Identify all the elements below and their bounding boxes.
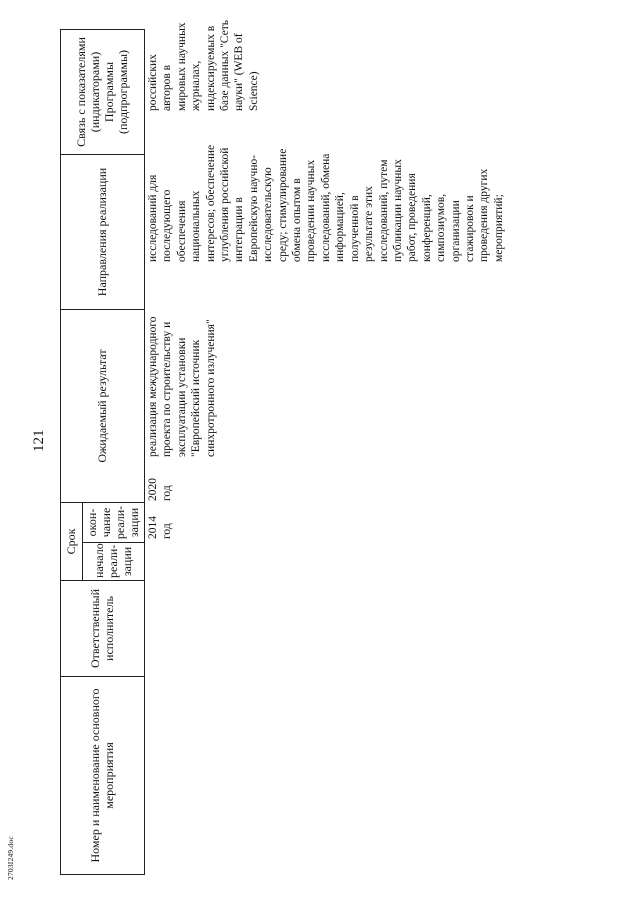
cell-start: 2014 год [147,516,174,539]
measures-table [60,29,145,875]
cell-directions: исследований для последующего обеспечения национальных интересов; обеспечение углубления российской интеграции в Европейскую научно-исследовательскую среду; стимулирование обмена опытом в проведении научных исследований, обмена информацией, полученной в результате этих исследований, путем публикации научных работ, проведения конференций, симпозиумов, организации стажировок и проведения других мероприятий; [147,144,505,262]
document-id: 2703I249.doc [6,836,15,880]
header-measure: Номер и наименование основного мероприятия [61,677,145,875]
header-start: начало реали-зации [83,543,145,581]
header-term: Срок [61,503,83,581]
cell-link: российских авторов в мировых научных журналах, индексируемых в базе данных "Сеть науки" (WEB of Science) [147,20,260,111]
cell-result: реализация международного проекта по строительству и эксплуатации установки "Европейский источник синхротронного излучения" [147,316,217,457]
header-end: окон-чание реали-зации [83,503,145,543]
page-number: 121 [31,429,47,452]
header-result: Ожидаемый результат [61,310,145,503]
header-directions: Направления реализации [61,155,145,310]
header-executor: Ответственный исполнитель [61,581,145,677]
header-link: Связь с показателями (индикаторами) Программы (подпрограммы) [61,30,145,155]
rotated-table-frame [40,20,640,875]
cell-end: 2020 год [147,478,174,501]
